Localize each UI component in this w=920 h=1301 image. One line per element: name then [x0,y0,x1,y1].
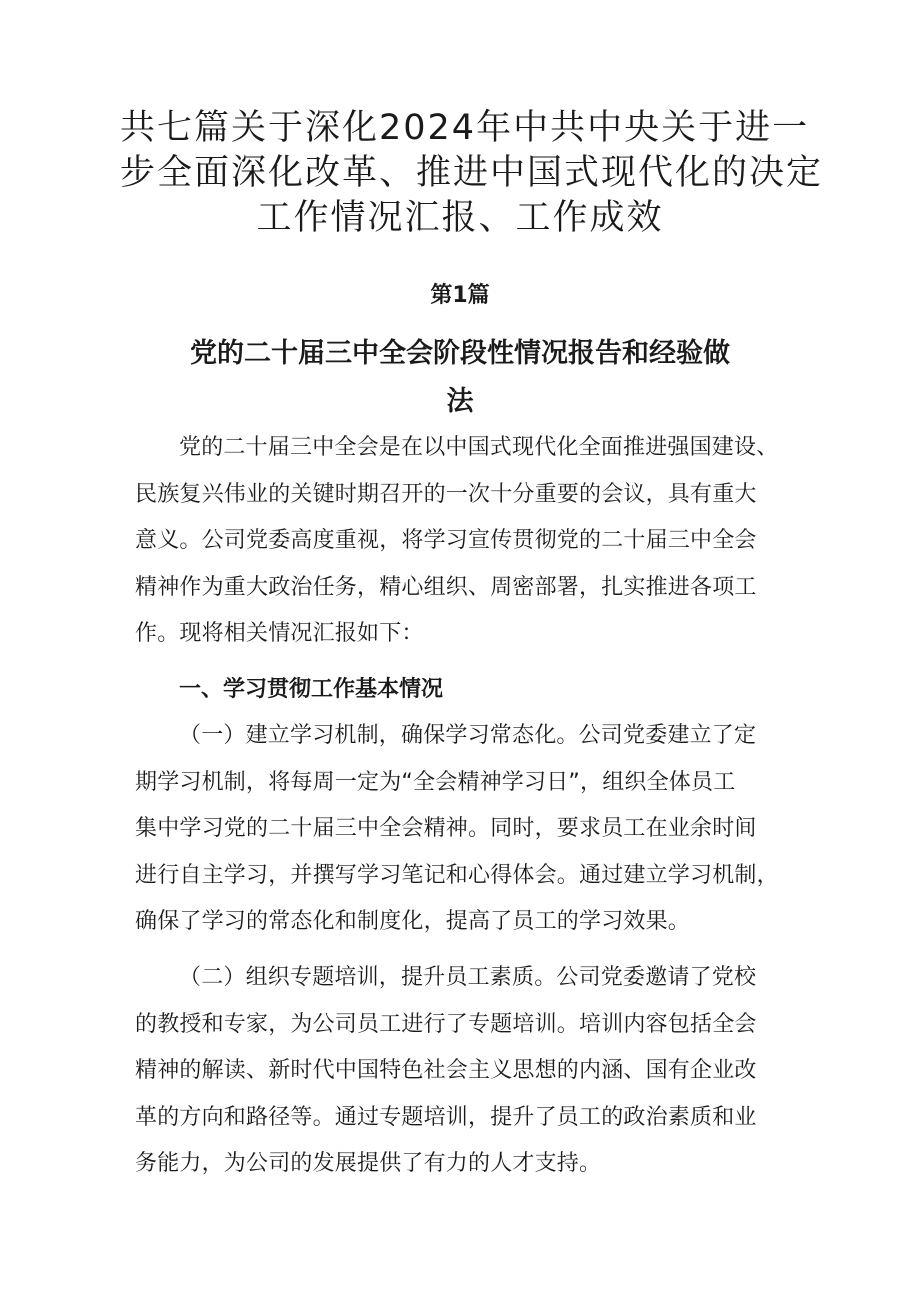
paragraph-line: 意义。公司党委高度重视，将学习宣传贯彻党的二十届三中全会 [135,528,757,553]
document-title [120,106,824,241]
paragraph-line: 的教授和专家，为公司员工进行了专题培训。培训内容包括全会 [135,1011,757,1037]
title-line: 步全面深化改革、推进中国式现代化的决定 [120,153,824,193]
paragraph-line: 确保了学习的常态化和制度化，提高了员工的学习效果。 [135,909,691,934]
paragraph-line: 作。现将相关情况汇报如下： [135,621,424,646]
section-title-line: 法 [446,386,474,417]
item-one-paragraph [135,713,795,946]
paragraph-line: 革的方向和路径等。通过专题培训，提升了员工的政治素质和业 [135,1104,757,1130]
paragraph-line: （一）建立学习机制，确保学习常态化。公司党委建立了定 [179,723,757,748]
paragraph-line: 务能力，为公司的发展提供了有力的人才支持。 [135,1151,602,1176]
section-title-line: 党的二十届三中全会阶段性情况报告和经验做 [190,338,730,369]
paragraph-line: 精神的解读、新时代中国特色社会主义思想的内涵、国有企业改 [135,1058,757,1083]
chapter-label: 第1篇 [430,283,490,308]
part-one-heading: 一、学习贯彻工作基本情况 [179,677,444,702]
paragraph-line: 党的二十届三中全会是在以中国式现代化全面推进强国建设、 [179,435,779,460]
title-line: 共七篇关于深化2024年中共中央关于进一 [120,108,810,148]
paragraph-line: 精神作为重大政治任务，精心组织、周密部署，扎实推进各项工 [135,574,757,600]
paragraph-line: 民族复兴伟业的关键时期召开的一次十分重要的会议，具有重大 [135,481,757,507]
paragraph-line: 进行自主学习，并撰写学习笔记和心得体会。通过建立学习机制， [135,862,779,888]
item-two-paragraph [135,955,795,1188]
title-line: 工作情况汇报、工作成效 [256,198,664,238]
paragraph-line: 期学习机制，将每周一定为“全会精神学习日”，组织全体员工 [135,769,736,795]
intro-paragraph [135,425,795,658]
section-title [140,330,780,426]
paragraph-line: （二）组织专题培训，提升员工素质。公司党委邀请了党校 [179,965,757,990]
paragraph-line: 集中学习党的二十届三中全会精神。同时，要求员工在业余时间 [135,816,757,841]
